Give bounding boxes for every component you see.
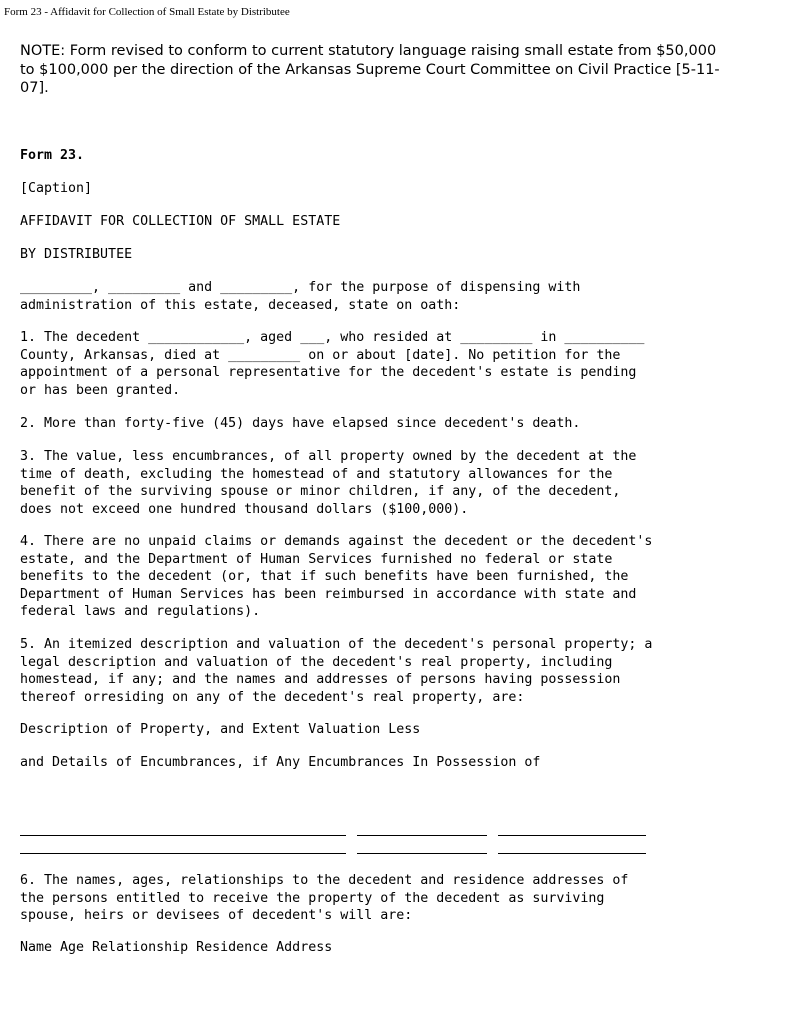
property-table-header-2: and Details of Encumbrances, if Any Encumbrances In Possession of	[20, 755, 541, 770]
affidavit-subtitle: BY DISTRIBUTEE	[20, 247, 133, 262]
paragraph-line: County, Arkansas, died at _________ on or about [date]. No petition for the	[20, 347, 621, 363]
paragraph-2: 2. More than forty-five (45) days have elapsed since decedent's death.	[20, 416, 581, 431]
paragraph-line: 1. The decedent ____________, aged ___, who resided at _________ in __________	[20, 330, 645, 345]
intro-paragraph	[20, 279, 580, 314]
paragraph-line: thereof orresiding on any of the decedent's real property, are:	[20, 689, 525, 705]
paragraph-line: federal laws and regulations).	[20, 604, 261, 619]
affidavit-title: AFFIDAVIT FOR COLLECTION OF SMALL ESTATE	[20, 214, 341, 229]
paragraph-line: appointment of a personal representative for the decedent's estate is pending	[20, 365, 637, 380]
paragraph-line: 5. An itemized description and valuation of the decedent's personal property; a	[20, 637, 653, 652]
property-possession-line	[498, 853, 646, 854]
note-line: to $100,000 per the direction of the Arkansas Supreme Court Committee on Civil Practice [5-11-	[20, 61, 720, 78]
property-valuation-line	[357, 835, 487, 836]
paragraph-1	[20, 329, 644, 399]
paragraph-line: or has been granted.	[20, 382, 181, 398]
paragraph-line: 4. There are no unpaid claims or demands against the decedent or the decedent's	[20, 534, 653, 549]
paragraph-line: time of death, excluding the homestead of and statutory allowances for the	[20, 466, 613, 482]
paragraph-3	[20, 448, 636, 518]
paragraph-line: benefit of the surviving spouse or minor children, if any, of the decedent,	[20, 484, 621, 499]
paragraph-line: 3. The value, less encumbrances, of all property owned by the decedent at the	[20, 449, 637, 464]
paragraph-6	[20, 872, 628, 925]
property-possession-line	[498, 835, 646, 836]
property-description-line	[20, 835, 346, 836]
paragraph-line: estate, and the Department of Human Services furnished no federal or state	[20, 551, 613, 567]
paragraph-line: homestead, if any; and the names and addresses of persons having possession	[20, 672, 621, 687]
property-description-line	[20, 853, 346, 854]
paragraph-line: Department of Human Services has been reimbursed in accordance with state and	[20, 586, 637, 602]
paragraph-line: spouse, heirs or devisees of decedent's will are:	[20, 908, 413, 923]
paragraph-line: 6. The names, ages, relationships to the decedent and residence addresses of	[20, 873, 629, 888]
note-line: NOTE: Form revised to conform to current statutory language raising small estate from $50,000	[20, 43, 717, 59]
intro-line: _________, _________ and _________, for the purpose of dispensing with	[20, 280, 581, 295]
property-valuation-line	[357, 853, 487, 854]
paragraph-4	[20, 533, 652, 621]
revision-note	[20, 42, 770, 98]
document-header-title: Form 23 - Affidavit for Collection of Small Estate by Distributee	[4, 6, 290, 18]
intro-line: administration of this estate, deceased, state on oath:	[20, 297, 461, 313]
paragraph-5	[20, 636, 652, 706]
paragraph-line: legal description and valuation of the decedent's real property, including	[20, 654, 613, 670]
paragraph-line: benefits to the decedent (or, that if such benefits have been furnished, the	[20, 569, 629, 584]
paragraph-line: does not exceed one hundred thousand dollars ($100,000).	[20, 501, 469, 517]
note-line: 07].	[20, 80, 49, 96]
paragraph-line: the persons entitled to receive the property of the decedent as surviving	[20, 890, 605, 906]
property-table-header-1: Description of Property, and Extent Valuation Less	[20, 722, 421, 737]
caption-placeholder: [Caption]	[20, 181, 93, 196]
heirs-table-header: Name Age Relationship Residence Address	[20, 940, 333, 955]
form-number: Form 23.	[20, 148, 85, 163]
